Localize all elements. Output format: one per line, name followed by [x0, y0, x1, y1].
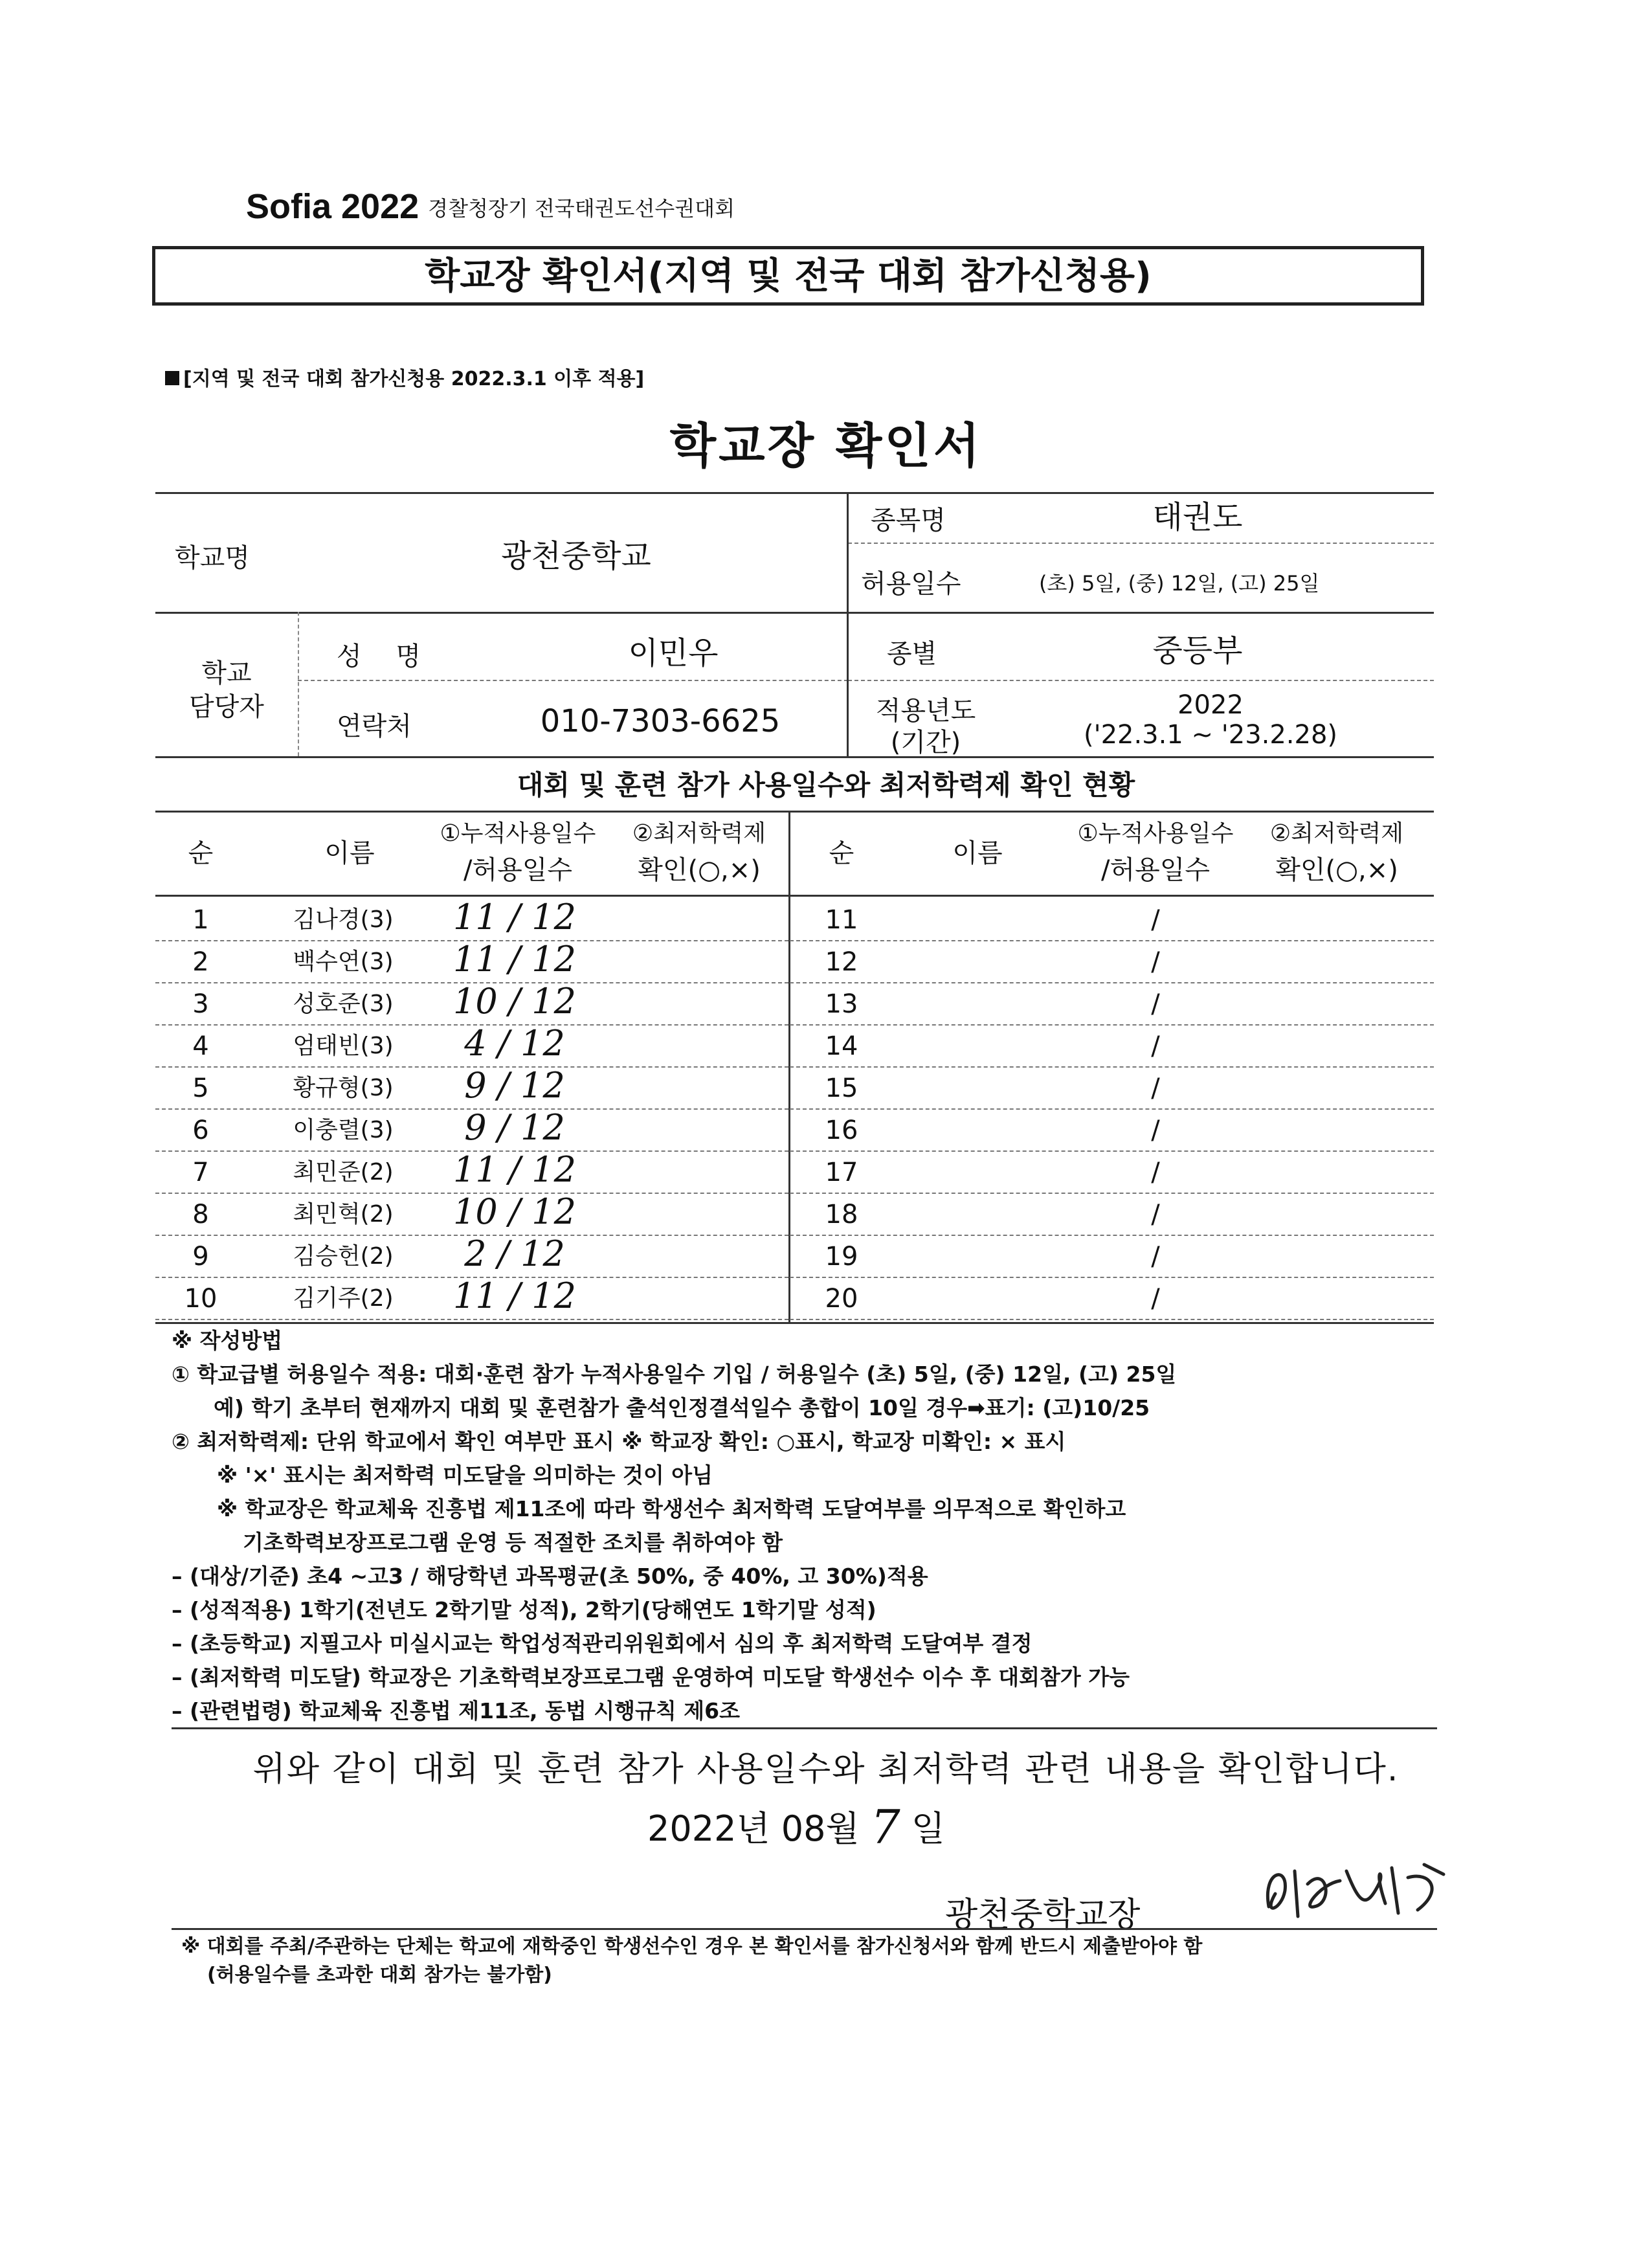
school-name: 광천중학교 — [501, 538, 651, 574]
divider — [847, 492, 849, 756]
event-header — [246, 186, 735, 227]
note-detail: – (초등학교) 지필고사 미실시교는 학업성적관리위원회에서 심의 후 최저학력 도달여부 결정 — [172, 1631, 1032, 1656]
student-name: 최민준(2) — [293, 1159, 394, 1185]
note-detail: – (관련법령) 학교체육 진흥법 제11조, 동법 시행규칙 제6조 — [172, 1698, 740, 1723]
date-suffix: 일 — [911, 1808, 945, 1849]
row-divider — [790, 1319, 1434, 1320]
allowed-days-value: (초) 5일, (중) 12일, (고) 25일 — [1039, 571, 1320, 596]
sofia-logo: Sofia 2022 — [246, 187, 419, 226]
days-used: / — [1151, 1073, 1160, 1103]
days-used: / — [1151, 905, 1160, 935]
row-number: 14 — [825, 1031, 858, 1061]
date-line — [647, 1800, 945, 1854]
row-number: 3 — [192, 989, 209, 1019]
year-label: (기간) — [890, 728, 961, 757]
days-used: / — [1151, 1158, 1160, 1187]
note-item: ※ '×' 표시는 최저학력 미도달을 의미하는 것이 아님 — [217, 1463, 713, 1488]
row-number: 9 — [192, 1242, 209, 1272]
days-used: 9 / 12 — [464, 1107, 565, 1148]
student-name: 김나경(3) — [293, 906, 394, 933]
col-days-header: ①누적사용일수 — [440, 820, 596, 847]
row-number: 20 — [825, 1284, 858, 1314]
student-name: 이충렬(3) — [293, 1117, 394, 1143]
row-number: 11 — [825, 905, 858, 935]
footnote-line: ※ 대회를 주최/주관하는 단체는 학교에 재학중인 학생선수인 경우 본 확인서를 참가신청서와 함께 반드시 제출받아야 함 — [181, 1935, 1203, 1958]
days-used: 11 / 12 — [453, 939, 576, 980]
document-title: 학교장 확인서 — [669, 418, 983, 474]
divider — [155, 612, 1434, 614]
col-min-header: 확인(○,×) — [1275, 855, 1398, 885]
row-divider — [790, 1235, 1434, 1236]
divider — [155, 895, 1434, 897]
row-number: 1 — [192, 905, 209, 935]
divider — [155, 811, 1434, 813]
student-name: 성호준(3) — [293, 991, 394, 1017]
period-value: ('22.3.1 ~ '23.2.28) — [1083, 720, 1338, 750]
square-bullet-icon — [165, 371, 179, 385]
row-number: 8 — [192, 1200, 209, 1229]
student-name: 최민혁(2) — [293, 1201, 394, 1228]
row-number: 5 — [192, 1073, 209, 1103]
row-number: 18 — [825, 1200, 858, 1229]
divider — [298, 612, 299, 756]
manager-label: 담당자 — [189, 692, 264, 722]
school-label: 학교명 — [175, 543, 250, 573]
student-name: 김승헌(2) — [293, 1243, 394, 1270]
col-name-header: 이름 — [324, 838, 375, 868]
days-used: 10 / 12 — [453, 981, 576, 1022]
name-label: 성 명 — [337, 642, 434, 671]
row-divider — [790, 1024, 1434, 1026]
row-divider — [790, 1066, 1434, 1068]
date-prefix: 2022년 08월 — [647, 1808, 860, 1849]
footnote-line: (허용일수를 초과한 대회 참가는 불가함) — [207, 1964, 552, 1986]
days-used: 4 / 12 — [464, 1023, 565, 1064]
division-value: 중등부 — [1152, 633, 1243, 669]
confirmation-statement: 위와 같이 대회 및 훈련 참가 사용일수와 최저학력 관련 내용을 확인합니다. — [252, 1750, 1400, 1789]
row-divider — [790, 982, 1434, 983]
sport-value: 태권도 — [1152, 499, 1243, 535]
status-heading: 대회 및 훈련 참가 사용일수와 최저학력제 확인 현황 — [517, 769, 1135, 801]
days-used: / — [1151, 1284, 1160, 1314]
days-used: 9 / 12 — [464, 1065, 565, 1106]
date-day: 7 — [870, 1800, 900, 1854]
col-name-header: 이름 — [952, 838, 1003, 868]
student-name: 황규형(3) — [293, 1075, 394, 1101]
divider — [155, 756, 1434, 758]
divider — [848, 543, 1434, 544]
col-min-header: 확인(○,×) — [638, 855, 761, 885]
row-number: 19 — [825, 1242, 858, 1272]
division-label: 종별 — [887, 639, 937, 669]
note-item: ※ 학교장은 학교체육 진흥법 제11조에 따라 학생선수 최저학력 도달여부를 의무적으로 확인하고 — [217, 1496, 1126, 1521]
row-number: 4 — [192, 1031, 209, 1061]
note-item: 예) 학기 초부터 현재까지 대회 및 훈련참가 출석인정결석일수 총합이 10일 경우➡표기: (고)10/25 — [214, 1395, 1150, 1420]
row-divider — [790, 1108, 1434, 1110]
row-number: 2 — [192, 947, 209, 977]
apply-note — [165, 363, 644, 391]
contact-label: 연락처 — [337, 712, 412, 741]
days-used: 11 / 12 — [453, 897, 576, 937]
row-divider — [155, 1319, 788, 1320]
days-used: / — [1151, 1031, 1160, 1061]
note-item: ① 학교급별 허용일수 적용: 대회·훈련 참가 누적사용일수 기입 / 허용일수 (초) 5일, (중) 12일, (고) 25일 — [172, 1362, 1177, 1387]
days-used: 11 / 12 — [453, 1275, 576, 1316]
note-detail: – (최저학력 미도달) 학교장은 기초학력보장프로그램 운영하여 미도달 학생선수 이수 후 대회참가 가능 — [172, 1665, 1130, 1690]
student-name: 김기주(2) — [293, 1285, 394, 1312]
col-days-header: ①누적사용일수 — [1077, 820, 1234, 847]
row-number: 15 — [825, 1073, 858, 1103]
divider — [172, 1727, 1437, 1729]
col-days-header: /허용일수 — [1100, 855, 1211, 885]
days-used: / — [1151, 989, 1160, 1019]
year-label: 적용년도 — [875, 696, 976, 726]
days-used: / — [1151, 947, 1160, 977]
divider — [848, 680, 1434, 681]
manager-name: 이민우 — [628, 635, 719, 671]
col-no-header: 순 — [188, 838, 214, 868]
row-number: 13 — [825, 989, 858, 1019]
divider — [298, 680, 848, 681]
instructions — [172, 1324, 1440, 1728]
principal-title: 광천중학교장 — [945, 1896, 1141, 1935]
col-days-header: /허용일수 — [463, 855, 573, 885]
row-divider — [790, 1193, 1434, 1194]
sport-label: 종목명 — [871, 506, 946, 535]
event-name: 경찰청장기 전국태권도선수권대회 — [428, 196, 735, 221]
row-divider — [790, 940, 1434, 941]
note-item: 기초학력보장프로그램 운영 등 적절한 조치를 취하여야 함 — [243, 1530, 783, 1555]
row-number: 16 — [825, 1116, 858, 1145]
year-value: 2022 — [1178, 690, 1244, 720]
note-detail: – (대상/기준) 초4 ~고3 / 해당학년 과목평균(초 50%, 중 40%, 고 30%)적용 — [172, 1564, 928, 1589]
divider — [172, 1928, 1437, 1930]
row-number: 12 — [825, 947, 858, 977]
days-used: / — [1151, 1116, 1160, 1145]
row-number: 17 — [825, 1158, 858, 1187]
days-used: 10 / 12 — [453, 1191, 576, 1232]
note-item: ② 최저학력제: 단위 학교에서 확인 여부만 표시 ※ 학교장 확인: ○표시, 학교장 미확인: × 표시 — [172, 1429, 1066, 1454]
col-min-header: ②최저학력제 — [1269, 820, 1404, 847]
principal-signature — [1249, 1845, 1463, 1929]
row-number: 7 — [192, 1158, 209, 1187]
days-used: / — [1151, 1200, 1160, 1229]
student-name: 백수연(3) — [293, 948, 394, 975]
days-used: / — [1151, 1242, 1160, 1272]
note-detail: – (성적적용) 1학기(전년도 2학기말 성적), 2학기(당해연도 1학기말 성적) — [172, 1597, 876, 1622]
col-min-header: ②최저학력제 — [632, 820, 766, 847]
col-no-header: 순 — [829, 838, 854, 868]
instructions-title: ※ 작성방법 — [172, 1328, 283, 1353]
row-divider — [790, 1150, 1434, 1152]
allowed-days-label: 허용일수 — [861, 569, 961, 599]
footnote — [181, 1933, 1457, 1990]
form-title-box: 학교장 확인서(지역 및 전국 대회 참가신청용) — [152, 246, 1424, 306]
row-number: 10 — [184, 1284, 218, 1314]
student-name: 엄태빈(3) — [293, 1033, 394, 1059]
row-divider — [790, 1277, 1434, 1278]
manager-label: 학교 — [201, 658, 252, 688]
days-used: 2 / 12 — [464, 1233, 565, 1274]
contact-value: 010-7303-6625 — [540, 703, 781, 739]
apply-note-text: [지역 및 전국 대회 참가신청용 2022.3.1 이후 적용] — [183, 368, 645, 390]
row-number: 6 — [192, 1116, 209, 1145]
days-used: 11 / 12 — [453, 1149, 576, 1190]
